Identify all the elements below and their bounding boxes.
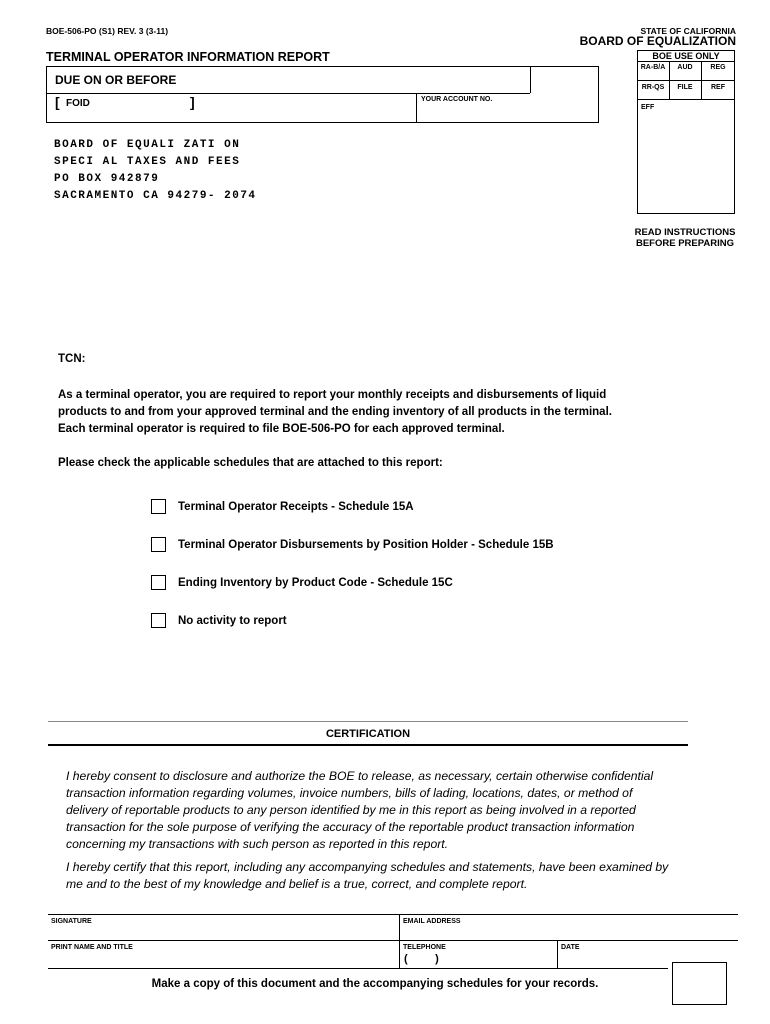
- page-title: TERMINAL OPERATOR INFORMATION REPORT: [46, 50, 330, 64]
- account-number-label: YOUR ACCOUNT NO.: [421, 96, 493, 103]
- no-activity-label: No activity to report: [178, 615, 287, 627]
- boe-cell-eff: EFF: [641, 104, 655, 111]
- consent-line-2: transaction information regarding volumes, invoice numbers, bills of lading, locations, dates, or method of: [66, 786, 633, 800]
- account-number-field[interactable]: [420, 105, 596, 121]
- boe-use-only-title: BOE USE ONLY: [652, 51, 720, 61]
- mailing-address: [54, 137, 257, 205]
- no-activity-checkbox[interactable]: [151, 613, 166, 628]
- boe-cell-file: FILE: [677, 84, 693, 91]
- footer-note: Make a copy of this document and the accompanying schedules for your records.: [151, 978, 599, 990]
- foid-field[interactable]: [96, 95, 188, 117]
- certify-statement: [66, 859, 668, 893]
- read-instructions-line-2: BEFORE PREPARING: [635, 238, 734, 249]
- signature-label: SIGNATURE: [51, 918, 92, 925]
- consent-line-5: concerning my transactions with such person as reported in this report.: [66, 837, 449, 851]
- certify-line-1: I hereby certify that this report, including any accompanying schedules and statements, have been examined by: [66, 860, 669, 874]
- foid-label: FOID: [66, 98, 90, 109]
- email-field[interactable]: [402, 927, 736, 939]
- intro-text: [58, 387, 612, 438]
- boe-cell-ref: REF: [711, 84, 725, 91]
- address-line-2: SPECI AL TAXES AND FEES: [54, 156, 241, 168]
- address-line-4: SACRAMENTO CA 94279- 2074: [54, 190, 257, 202]
- foid-close-bracket: ]: [190, 94, 195, 110]
- corner-stamp-box: [672, 962, 727, 1005]
- tcn-field[interactable]: [92, 350, 392, 368]
- read-instructions-note: [620, 227, 750, 249]
- certification-title: CERTIFICATION: [325, 728, 411, 740]
- certify-line-2: me and to the best of my knowledge and belief is a true, correct, and complete report.: [66, 877, 528, 891]
- fields-bottom-rule: [48, 968, 668, 969]
- email-label: EMAIL ADDRESS: [403, 918, 461, 925]
- fields-top-rule: [48, 914, 738, 915]
- boe-use-only-box: [637, 50, 735, 214]
- schedule-15c-checkbox[interactable]: [151, 575, 166, 590]
- schedule-15a-checkbox[interactable]: [151, 499, 166, 514]
- schedule-15b-checkbox[interactable]: [151, 537, 166, 552]
- address-line-3: PO BOX 942879: [54, 173, 160, 185]
- print-name-field[interactable]: [50, 953, 396, 967]
- agency-name: BOARD OF EQUALIZATION: [579, 34, 736, 48]
- boe-cell-rr-qs: RR-QS: [641, 84, 665, 91]
- tcn-label: TCN:: [58, 353, 86, 365]
- schedule-15a-label: Terminal Operator Receipts - Schedule 15A: [178, 501, 414, 513]
- schedule-15b-label: Terminal Operator Disbursements by Position Holder - Schedule 15B: [178, 539, 554, 551]
- print-name-label: PRINT NAME AND TITLE: [51, 944, 133, 951]
- consent-statement: [66, 768, 653, 853]
- intro-line-3: Each terminal operator is required to file BOE-506-PO for each approved terminal.: [58, 423, 505, 435]
- signature-field[interactable]: [50, 927, 396, 939]
- boe-cell-reg: REG: [710, 64, 726, 71]
- read-instructions-line-1: READ INSTRUCTIONS: [634, 227, 736, 238]
- address-line-1: BOARD OF EQUALI ZATI ON: [54, 139, 241, 151]
- date-field[interactable]: [560, 953, 666, 967]
- date-label: DATE: [561, 944, 580, 951]
- consent-line-1: I hereby consent to disclosure and authorize the BOE to release, as necessary, certain otherwise confidential: [66, 769, 654, 783]
- state-label: STATE OF CALIFORNIA: [640, 26, 736, 36]
- fields-middle-rule: [48, 940, 738, 941]
- check-prompt: Please check the applicable schedules that are attached to this report:: [58, 457, 443, 469]
- intro-line-1: As a terminal operator, you are required to report your monthly receipts and disbursements of liquid: [58, 389, 607, 401]
- foid-open-bracket: [: [55, 94, 60, 110]
- boe-cell-aud: AUD: [677, 64, 693, 71]
- certification-top-rule: [48, 721, 688, 722]
- boe-cell-ra-ba: RA-B/A: [640, 64, 666, 71]
- consent-line-4: transaction for the sole purpose of verifying the accuracy of the reportable product transaction information: [66, 820, 635, 834]
- schedule-15c-label: Ending Inventory by Product Code - Schedule 15C: [178, 577, 453, 589]
- consent-line-3: delivery of reportable products to any person identified by me in this report as being involved in a reported: [66, 803, 636, 817]
- due-date-field[interactable]: [542, 68, 597, 91]
- certification-bottom-rule: [48, 744, 688, 746]
- form-id: BOE-506-PO (S1) REV. 3 (3-11): [46, 26, 169, 36]
- telephone-label: TELEPHONE: [403, 944, 446, 951]
- telephone-field[interactable]: ( ): [404, 953, 439, 965]
- intro-line-2: products to and from your approved terminal and the ending inventory of all products in the terminal.: [58, 406, 612, 418]
- due-date-label: DUE ON OR BEFORE: [55, 73, 177, 87]
